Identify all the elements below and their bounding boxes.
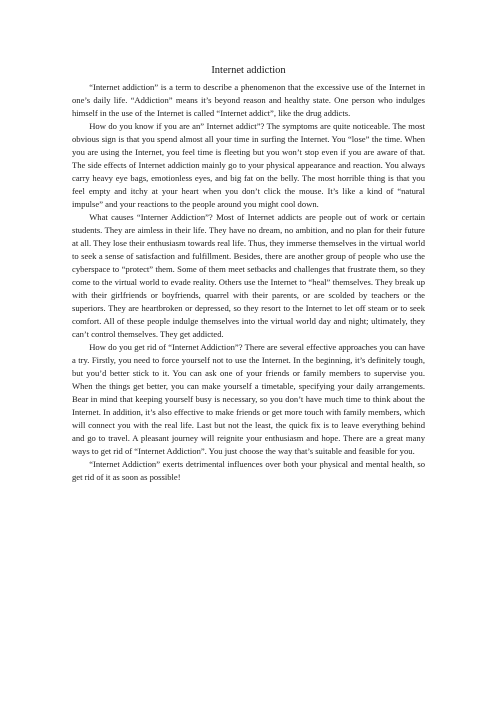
- paragraph-conclusion: “Internet Addiction” exerts detrimental influences over both your physical and mental health, so get rid of it as soon as possible!: [72, 459, 425, 482]
- document-title: Internet addiction: [211, 65, 286, 76]
- document-page: [72, 64, 425, 484]
- paragraph-causes: What causes “Interner Addiction”? Most of Internet addicts are people out of work or certain students. They are aimless in their life. They have no dream, no ambition, and no plan for their future at all. They lose their enthusiasm towards real life. Thus, they immerse themselves in the virtual world to seek a sense of satisfaction and fulfillment. Besides, there are another group of people who use the cyberspace to “protect” them. Some of them meet setbacks and challenges that frustrate them, so they come to the virtual world to evade reality. Others use the Internet to “heal” themselves. They break up with their girlfriends or boyfriends, quarrel with their parents, or are scolded by teachers or the superiors. They are heartbroken or depressed, so they resort to the Internet to let off steam or to seek comfort. All of these people indulge themselves into the virtual world day and night; ultimately, they can’t control themselves. They get addicted.: [72, 212, 425, 339]
- paragraph-solutions: How do you get rid of “Internet Addiction”? There are several effective approaches you can have a try. Firstly, you need to force yourself not to use the Internet. In the beginning, it’s definitely tough, but you’d better stick to it. You can ask one of your friends or family members to supervise you. When the things get better, you can make yourself a timetable, specifying your daily arrangements. Bear in mind that keeping yourself busy is necessary, so you don’t have much time to think about the Internet. In addition, it’s also effective to make friends or get more touch with family members, which will connect you with the real life. Last but not the least, the quick fix is to leave everything behind and go to travel. A pleasant journey will reignite your enthusiasm and hope. There are a great many ways to get rid of “Internet Addiction”. You just choose the way that’s suitable and feasible for you.: [72, 342, 425, 456]
- paragraph-symptoms: How do you know if you are an” Internet addict”? The symptoms are quite noticeable. The most obvious sign is that you spend almost all your time in surfing the Internet. You “lose” the time. When you are using the Internet, you feel time is fleeting but you won’t stop even if you are aware of that. The side effects of Internet addiction mainly go to your physical appearance and reaction. You always carry heavy eye bags, emotionless eyes, and big fat on the belly. The most horrible thing is that you feel empty and itchy at your heart when you don’t click the mouse. It’s like a kind of “natural impulse” and your reactions to the people around you might cool down.: [72, 121, 425, 209]
- paragraph-definition: “Internet addiction” is a term to describe a phenomenon that the excessive use of the Internet in one’s daily life. “Addiction” means it’s beyond reason and healthy state. One person who indulges himself in the use of the Internet is called “Internet addict”, like the drug addicts.: [72, 82, 425, 118]
